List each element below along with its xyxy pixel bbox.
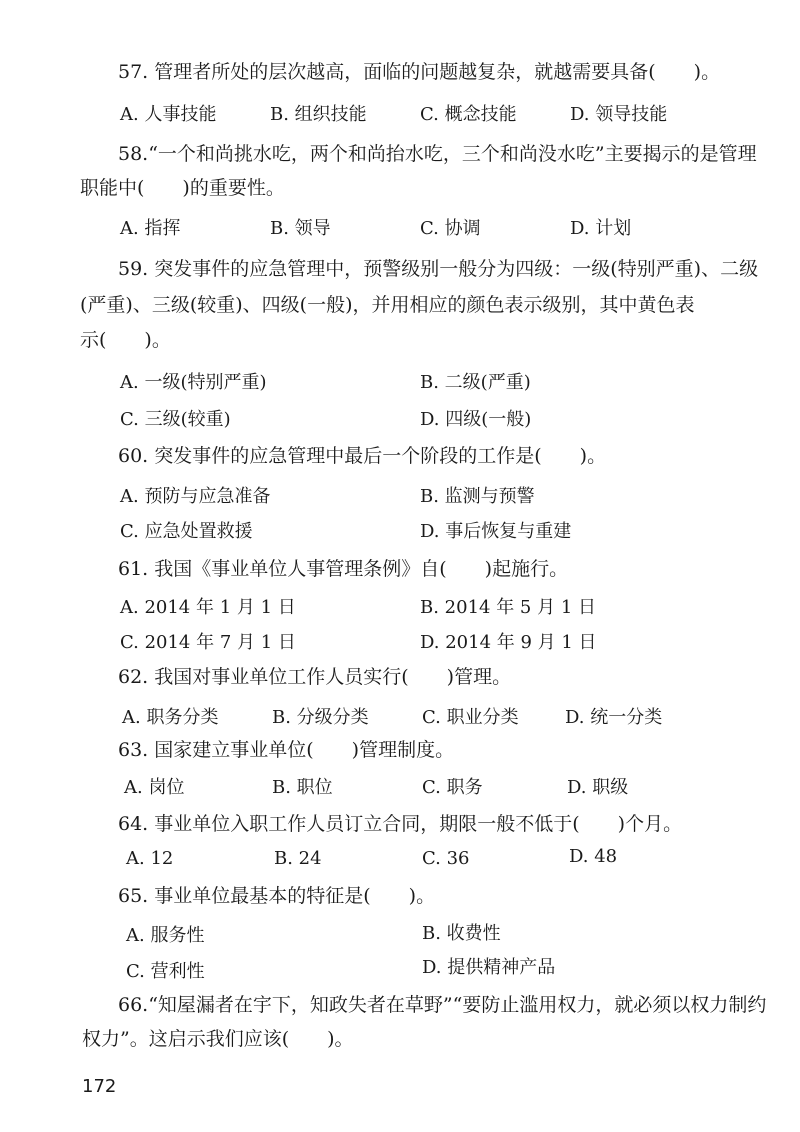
question-63-option-b: B. 职位 — [272, 777, 333, 798]
question-59-stem-line1: 59. 突发事件的应急管理中，预警级别一般分为四级：一级(特别严重)、二级 — [118, 258, 759, 280]
question-65-stem: 65. 事业单位最基本的特征是( )。 — [118, 885, 436, 907]
question-59-stem-line3: 示( )。 — [80, 329, 171, 351]
question-64-stem: 64. 事业单位入职工作人员订立合同，期限一般不低于( )个月。 — [118, 813, 683, 835]
question-59-option-d: D. 四级(一般) — [420, 409, 532, 430]
question-65-option-b: B. 收费性 — [422, 923, 501, 944]
question-58-stem-line2: 职能中( )的重要性。 — [80, 177, 285, 199]
question-66-stem-line1: 66.“知屋漏者在宇下，知政失者在草野”“要防止滥用权力，就必须以权力制约 — [118, 994, 767, 1016]
question-62-option-c: C. 职业分类 — [422, 707, 519, 728]
question-63-option-c: C. 职务 — [422, 777, 483, 798]
question-62-stem: 62. 我国对事业单位工作人员实行( )管理。 — [118, 666, 512, 688]
question-60-option-c: C. 应急处置救援 — [120, 521, 253, 542]
question-64-option-b: B. 24 — [274, 848, 322, 869]
question-62-option-d: D. 统一分类 — [565, 707, 663, 728]
question-60-option-a: A. 预防与应急准备 — [120, 486, 271, 507]
question-64-option-c: C. 36 — [422, 848, 470, 869]
question-58-option-a: A. 指挥 — [120, 218, 181, 239]
question-61-option-a: A. 2014 年 1 月 1 日 — [120, 597, 296, 618]
question-58-option-b: B. 领导 — [270, 218, 331, 239]
question-65-option-c: C. 营利性 — [126, 961, 205, 982]
question-66-stem-line2: 权力”。这启示我们应该( )。 — [82, 1028, 354, 1050]
question-61-option-c: C. 2014 年 7 月 1 日 — [120, 632, 296, 653]
question-63-stem: 63. 国家建立事业单位( )管理制度。 — [118, 739, 455, 761]
question-58-option-d: D. 计划 — [570, 218, 632, 239]
question-59-stem-line2: (严重)、三级(较重)、四级(一般)，并用相应的颜色表示级别，其中黄色表 — [80, 294, 695, 316]
question-64-option-a: A. 12 — [126, 848, 174, 869]
question-65-option-a: A. 服务性 — [126, 925, 205, 946]
question-57-option-a: A. 人事技能 — [120, 104, 217, 125]
question-62-option-b: B. 分级分类 — [272, 707, 369, 728]
question-57-stem: 57. 管理者所处的层次越高，面临的问题越复杂，就越需要具备( )。 — [118, 61, 721, 83]
question-58-stem-line1: 58.“一个和尚挑水吃，两个和尚抬水吃，三个和尚没水吃”主要揭示的是管理 — [118, 143, 757, 165]
question-58-option-c: C. 协调 — [420, 218, 481, 239]
question-65-option-d: D. 提供精神产品 — [422, 957, 556, 978]
question-62-option-a: A. 职务分类 — [122, 707, 219, 728]
question-60-option-d: D. 事后恢复与重建 — [420, 521, 572, 542]
question-59-option-c: C. 三级(较重) — [120, 409, 231, 430]
question-61-stem: 61. 我国《事业单位人事管理条例》自( )起施行。 — [118, 558, 569, 580]
question-61-option-b: B. 2014 年 5 月 1 日 — [420, 597, 596, 618]
question-57-option-c: C. 概念技能 — [420, 104, 517, 125]
question-60-stem: 60. 突发事件的应急管理中最后一个阶段的工作是( )。 — [118, 445, 607, 467]
question-59-option-b: B. 二级(严重) — [420, 372, 531, 393]
question-63-option-a: A. 岗位 — [124, 777, 185, 798]
question-57-option-d: D. 领导技能 — [570, 104, 668, 125]
question-57-option-b: B. 组织技能 — [270, 104, 367, 125]
question-61-option-d: D. 2014 年 9 月 1 日 — [420, 632, 597, 653]
question-63-option-d: D. 职级 — [567, 777, 629, 798]
question-60-option-b: B. 监测与预警 — [420, 486, 535, 507]
question-59-option-a: A. 一级(特别严重) — [120, 372, 267, 393]
question-64-option-d: D. 48 — [569, 846, 618, 867]
page-number: 172 — [82, 1076, 117, 1097]
